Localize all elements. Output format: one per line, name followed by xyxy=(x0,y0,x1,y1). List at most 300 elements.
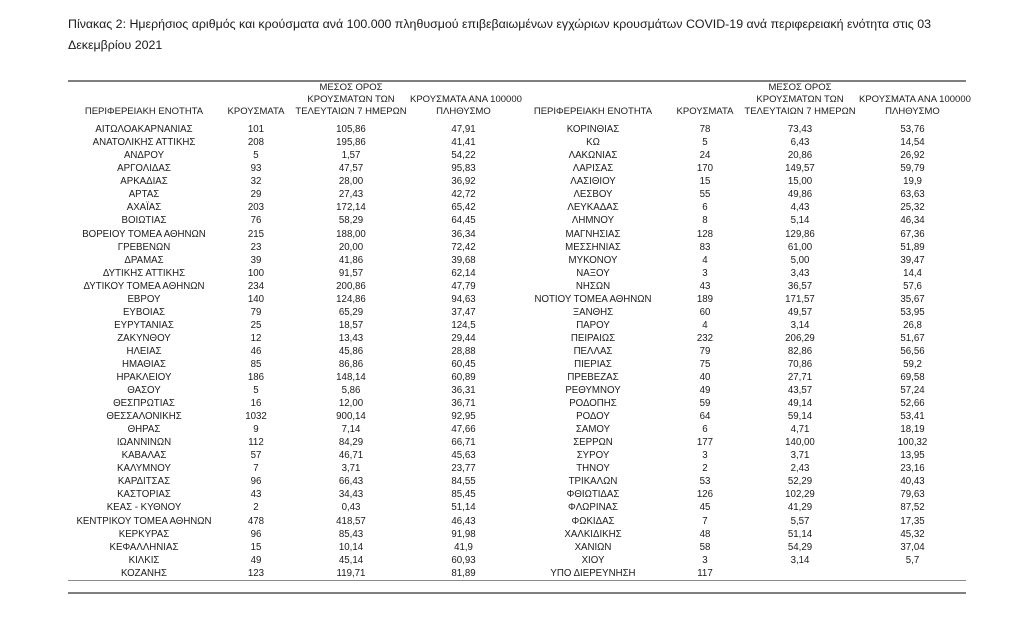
cell-per100k: 72,42 xyxy=(451,241,476,253)
header-region-right: ΠΕΡΙΦΕΡΕΙΑΚΗ ΕΝΟΤΗΤΑ xyxy=(533,105,653,117)
cell-avg7: 66,43 xyxy=(338,476,364,488)
cell-avg7: 149,57 xyxy=(785,163,815,175)
cell-cases: 5 xyxy=(702,137,708,149)
cell-per100k: 94,63 xyxy=(451,293,476,305)
cell-region: ΞΑΝΘΗΣ xyxy=(572,306,614,318)
cell-region: ΚΕΡΚΥΡΑΣ xyxy=(118,528,170,540)
header-avg7-left xyxy=(292,82,410,121)
cell-region: ΥΠΟ ΔΙΕΡΕΥΝΗΣΗ xyxy=(550,567,636,579)
cell-cases: 96 xyxy=(250,528,262,540)
cell-region: ΤΗΝΟΥ xyxy=(576,463,610,475)
cell-avg7: 28,00 xyxy=(338,176,364,188)
cell-region: ΛΕΣΒΟΥ xyxy=(573,189,613,201)
cell-per100k: 53,95 xyxy=(900,306,925,318)
cell-cases: 57 xyxy=(250,450,262,462)
table-row xyxy=(68,528,966,541)
cell-cases: 24 xyxy=(699,150,711,162)
cell-per100k: 60,93 xyxy=(451,554,476,566)
table-row xyxy=(68,397,966,410)
cell-region: ΝΗΣΩΝ xyxy=(575,280,611,292)
cell-region: ΗΜΑΘΙΑΣ xyxy=(121,358,166,370)
cell-per100k: 36,71 xyxy=(451,398,476,410)
cell-region: ΣΕΡΡΩΝ xyxy=(573,437,613,449)
table-row xyxy=(68,162,966,175)
table-row xyxy=(68,332,966,345)
cell-cases: 177 xyxy=(696,437,714,449)
cell-cases: 76 xyxy=(250,215,262,227)
header-avg7-right-line1: ΜΕΣΟΣ ΟΡΟΣ xyxy=(768,81,832,93)
table-row xyxy=(68,371,966,384)
cell-avg7: 51,14 xyxy=(787,528,813,540)
caption-text: Ημερήσιος αριθμός και κρούσματα ανά 100.000 πληθυσμού επιβεβαιωμένων εγχώριων κρουσμάτων COVID-19 ανά περιφερειακή ενότητα στις 03 Δεκεμβρίου 2021 xyxy=(68,17,931,53)
caption-label: Πίνακας 2: xyxy=(68,17,127,31)
cell-region: ΛΕΥΚΑΔΑΣ xyxy=(567,202,619,214)
cell-region: ΑΝΑΤΟΛΙΚΗΣ ΑΤΤΙΚΗΣ xyxy=(92,137,196,149)
cell-region: ΣΑΜΟΥ xyxy=(575,424,611,436)
table-row xyxy=(68,293,966,306)
table-row xyxy=(68,541,966,554)
cell-region: ΚΑΣΤΟΡΙΑΣ xyxy=(117,489,171,501)
cell-cases: 478 xyxy=(247,515,265,527)
table-row xyxy=(68,136,966,149)
cell-avg7: 54,29 xyxy=(787,541,813,553)
table-row xyxy=(68,501,966,514)
cell-avg7: 58,29 xyxy=(338,215,364,227)
header-avg7-right-line3: ΤΕΛΕΥΤΑΙΩΝ 7 ΗΜΕΡΩΝ xyxy=(744,105,856,117)
table-row xyxy=(68,554,966,567)
cell-cases: 48 xyxy=(699,528,711,540)
cell-region: ΜΕΣΣΗΝΙΑΣ xyxy=(565,241,621,253)
cell-per100k: 46,34 xyxy=(900,215,925,227)
header-per100k-left xyxy=(410,82,522,121)
cell-cases: 117 xyxy=(697,567,713,579)
cell-cases: 29 xyxy=(250,189,262,201)
table-row xyxy=(68,462,966,475)
cell-region: ΓΡΕΒΕΝΩΝ xyxy=(117,241,171,253)
cell-avg7: 45,86 xyxy=(338,345,364,357)
cell-per100k: 39,68 xyxy=(451,254,476,266)
cell-cases: 43 xyxy=(250,489,262,501)
cell-cases: 6 xyxy=(702,424,708,436)
cell-region: ΦΘΙΩΤΙΔΑΣ xyxy=(566,489,620,501)
cell-per100k: 41,41 xyxy=(451,137,476,149)
cell-cases: 123 xyxy=(247,567,265,579)
cell-per100k: 26,8 xyxy=(903,319,922,331)
cell-per100k: 85,45 xyxy=(451,489,476,501)
cell-per100k: 67,36 xyxy=(900,228,925,240)
cell-avg7: 3,71 xyxy=(790,450,810,462)
cell-avg7: 172,14 xyxy=(336,202,366,214)
cell-cases: 79 xyxy=(250,306,262,318)
cell-avg7: 52,29 xyxy=(787,476,813,488)
cell-region: ΚΑΒΑΛΑΣ xyxy=(121,450,167,462)
cell-avg7: 129,86 xyxy=(785,228,815,240)
header-cases-right: ΚΡΟΥΣΜΑΤΑ xyxy=(676,105,734,117)
header-per100k-left-line2: ΠΛΗΘΥΣΜΟ xyxy=(436,105,491,117)
cell-cases: 39 xyxy=(250,254,262,266)
cell-avg7: 36,57 xyxy=(787,280,813,292)
cell-cases: 40 xyxy=(699,372,711,384)
cell-cases: 16 xyxy=(250,398,262,410)
cell-cases: 208 xyxy=(247,137,265,149)
table-row xyxy=(68,228,966,241)
cell-avg7: 2,43 xyxy=(790,463,810,475)
cell-per100k: 51,67 xyxy=(900,332,925,344)
cell-per100k: 60,45 xyxy=(451,358,476,370)
table-row xyxy=(68,306,966,319)
table-row xyxy=(68,345,966,358)
cell-avg7: 200,86 xyxy=(336,280,366,292)
cell-per100k: 5,7 xyxy=(905,554,920,566)
cell-per100k: 66,71 xyxy=(451,437,476,449)
cell-cases: 8 xyxy=(702,215,708,227)
cell-per100k: 62,14 xyxy=(451,267,476,279)
cell-avg7: 15,00 xyxy=(787,176,813,188)
cell-cases: 23 xyxy=(250,241,262,253)
cell-cases: 53 xyxy=(699,476,711,488)
cell-region: ΠΕΛΛΑΣ xyxy=(573,345,613,357)
cell-avg7: 5,57 xyxy=(790,515,810,527)
covid-regional-table xyxy=(68,81,971,580)
cell-avg7: 20,00 xyxy=(338,241,364,253)
cell-avg7: 27,71 xyxy=(787,372,813,384)
cell-avg7: 3,43 xyxy=(790,267,810,279)
cell-per100k: 14,4 xyxy=(903,267,922,279)
cell-region: ΒΟΡΕΙΟΥ ΤΟΜΕΑ ΑΘΗΝΩΝ xyxy=(82,228,206,240)
cell-per100k: 91,98 xyxy=(451,528,476,540)
cell-per100k: 57,6 xyxy=(903,280,922,292)
cell-per100k: 47,66 xyxy=(451,424,476,436)
cell-per100k: 53,76 xyxy=(900,124,925,136)
cell-avg7 xyxy=(741,567,859,580)
cell-region: ΠΕΙΡΑΙΩΣ xyxy=(570,332,616,344)
table-body xyxy=(68,121,966,580)
cell-cases: 3 xyxy=(702,554,708,566)
cell-region: ΛΑΣΙΘΙΟΥ xyxy=(570,176,616,188)
cell-avg7: 34,43 xyxy=(338,489,364,501)
cell-region: ΡΟΔΟΠΗΣ xyxy=(569,398,617,410)
cell-region: ΛΑΚΩΝΙΑΣ xyxy=(568,150,618,162)
cell-avg7: 124,86 xyxy=(336,293,366,305)
cell-region: ΠΑΡΟΥ xyxy=(576,319,610,331)
cell-region: ΧΑΝΙΩΝ xyxy=(574,541,612,553)
cell-region: ΚΟΡΙΝΘΙΑΣ xyxy=(566,124,620,136)
cell-avg7: 18,57 xyxy=(338,319,364,331)
cell-avg7: 3,14 xyxy=(790,319,810,331)
cell-per100k: 69,58 xyxy=(900,372,925,384)
cell-region: ΜΥΚΟΝΟΥ xyxy=(568,254,618,266)
cell-cases: 12 xyxy=(250,332,262,344)
cell-region: ΕΒΡΟΥ xyxy=(127,293,161,305)
cell-avg7: 5,00 xyxy=(790,254,810,266)
cell-region: ΡΟΔΟΥ xyxy=(576,411,610,423)
cell-cases: 215 xyxy=(247,228,265,240)
cell-region: ΘΗΡΑΣ xyxy=(127,424,161,436)
cell-region: ΧΑΛΚΙΔΙΚΗΣ xyxy=(564,528,622,540)
cell-cases: 170 xyxy=(696,163,714,175)
cell-per100k: 79,63 xyxy=(900,489,925,501)
header-per100k-left-line1: ΚΡΟΥΣΜΑΤΑ ΑΝΑ 100000 xyxy=(410,93,522,105)
table-row xyxy=(68,188,966,201)
cell-region: ΑΧΑΪΑΣ xyxy=(126,202,162,214)
cell-avg7: 188,00 xyxy=(336,228,366,240)
cell-cases: 3 xyxy=(702,450,708,462)
cell-region: ΕΥΒΟΙΑΣ xyxy=(122,306,166,318)
table-caption xyxy=(68,14,966,57)
cell-cases: 49 xyxy=(699,385,711,397)
table-row xyxy=(68,149,966,162)
cell-region: ΠΙΕΡΙΑΣ xyxy=(574,358,612,370)
cell-region: ΡΕΘΥΜΝΟΥ xyxy=(565,385,621,397)
cell-per100k: 29,44 xyxy=(451,332,476,344)
cell-avg7: 61,00 xyxy=(787,241,813,253)
cell-avg7: 6,43 xyxy=(790,137,810,149)
cell-cases: 49 xyxy=(250,554,262,566)
cell-per100k: 87,52 xyxy=(900,502,925,514)
cell-cases: 5 xyxy=(253,150,259,162)
cell-per100k: 65,42 xyxy=(451,202,476,214)
cell-cases: 100 xyxy=(247,267,265,279)
cell-avg7: 82,86 xyxy=(787,345,813,357)
header-avg7-right-line2: ΚΡΟΥΣΜΑΤΩΝ ΤΩΝ xyxy=(756,93,844,105)
cell-region: ΛΗΜΝΟΥ xyxy=(571,215,615,227)
cell-cases: 140 xyxy=(247,293,265,305)
cell-per100k: 52,66 xyxy=(900,398,925,410)
cell-region: ΑΝΔΡΟΥ xyxy=(123,150,165,162)
cell-avg7: 13,43 xyxy=(338,332,364,344)
cell-avg7: 1,57 xyxy=(341,150,361,162)
cell-avg7: 59,14 xyxy=(787,411,813,423)
cell-cases: 189 xyxy=(696,293,714,305)
cell-cases: 128 xyxy=(696,228,714,240)
cell-per100k: 25,32 xyxy=(900,202,925,214)
cell-cases: 5 xyxy=(253,385,259,397)
cell-per100k: 36,92 xyxy=(451,176,476,188)
cell-region: ΙΩΑΝΝΙΝΩΝ xyxy=(116,437,172,449)
cell-avg7: 84,29 xyxy=(338,437,364,449)
cell-per100k: 40,43 xyxy=(900,476,925,488)
cell-avg7: 206,29 xyxy=(785,332,815,344)
cell-per100k: 95,83 xyxy=(451,163,476,175)
table-row xyxy=(68,488,966,501)
cell-per100k: 26,92 xyxy=(900,150,925,162)
cell-region: ΚΙΛΚΙΣ xyxy=(128,554,160,566)
cell-region: ΔΥΤΙΚΟΥ ΤΟΜΕΑ ΑΘΗΝΩΝ xyxy=(83,280,205,292)
cell-avg7: 3,71 xyxy=(341,463,361,475)
table-row xyxy=(68,567,966,580)
table-row xyxy=(68,358,966,371)
cell-cases: 203 xyxy=(247,202,265,214)
cell-per100k: 81,89 xyxy=(451,567,476,579)
cell-region: ΛΑΡΙΣΑΣ xyxy=(572,163,614,175)
cell-cases: 58 xyxy=(699,541,711,553)
cell-cases: 45 xyxy=(699,502,711,514)
cell-per100k xyxy=(859,567,966,580)
cell-avg7: 148,14 xyxy=(336,372,366,384)
cell-avg7: 7,14 xyxy=(341,424,361,436)
cell-avg7: 43,57 xyxy=(787,385,813,397)
cell-avg7: 102,29 xyxy=(785,489,815,501)
cell-avg7: 5,14 xyxy=(790,215,810,227)
cell-cases: 7 xyxy=(253,463,259,475)
cell-avg7: 12,00 xyxy=(338,398,364,410)
cell-cases: 43 xyxy=(699,280,711,292)
cell-per100k: 59,2 xyxy=(903,358,922,370)
cell-cases: 96 xyxy=(250,476,262,488)
cell-cases: 15 xyxy=(699,176,711,188)
cell-per100k: 45,63 xyxy=(451,450,476,462)
cell-region: ΔΡΑΜΑΣ xyxy=(124,254,164,266)
cell-cases: 15 xyxy=(250,541,262,553)
cell-cases: 4 xyxy=(702,254,708,266)
cell-per100k: 56,56 xyxy=(900,345,925,357)
cell-avg7: 3,14 xyxy=(790,554,810,566)
cell-per100k: 41,9 xyxy=(454,541,473,553)
cell-avg7: 41,29 xyxy=(787,502,813,514)
cell-avg7: 418,57 xyxy=(336,515,366,527)
cell-region: ΗΡΑΚΛΕΙΟΥ xyxy=(116,372,172,384)
header-per100k-right-line1: ΚΡΟΥΣΜΑΤΑ ΑΝΑ 100000 xyxy=(859,93,971,105)
cell-per100k: 14,54 xyxy=(900,137,925,149)
cell-per100k: 100,32 xyxy=(897,437,928,449)
cell-region: ΚΑΡΔΙΤΣΑΣ xyxy=(117,476,171,488)
cell-per100k: 17,35 xyxy=(900,515,925,527)
cell-region: ΚΕΦΑΛΛΗΝΙΑΣ xyxy=(109,541,179,553)
cell-cases: 2 xyxy=(253,502,259,514)
table-row xyxy=(68,267,966,280)
cell-avg7: 4,71 xyxy=(790,424,810,436)
cell-cases: 79 xyxy=(699,345,711,357)
header-per100k-right-line2: ΠΛΗΘΥΣΜΟ xyxy=(885,105,940,117)
cell-avg7: 49,86 xyxy=(787,189,813,201)
cell-cases: 4 xyxy=(702,319,708,331)
cell-per100k: 59,79 xyxy=(900,163,925,175)
cell-per100k: 60,89 xyxy=(451,372,476,384)
cell-avg7: 171,57 xyxy=(785,293,815,305)
cell-region: ΚΟΖΑΝΗΣ xyxy=(120,567,168,579)
cell-cases: 126 xyxy=(696,489,714,501)
cell-region: ΦΛΩΡΙΝΑΣ xyxy=(567,502,619,514)
cell-region: ΚΑΛΥΜΝΟΥ xyxy=(117,463,171,475)
cell-per100k: 37,04 xyxy=(900,541,925,553)
table-row xyxy=(68,254,966,267)
cell-per100k: 47,79 xyxy=(451,280,476,292)
cell-cases: 83 xyxy=(699,241,711,253)
cell-per100k: 13,95 xyxy=(900,450,925,462)
header-avg7-left-line3: ΤΕΛΕΥΤΑΙΩΝ 7 ΗΜΕΡΩΝ xyxy=(295,105,407,117)
cell-avg7: 91,57 xyxy=(338,267,364,279)
cell-avg7: 119,71 xyxy=(336,567,366,579)
cell-cases: 46 xyxy=(250,345,262,357)
cell-avg7: 45,14 xyxy=(338,554,364,566)
cell-region: ΘΕΣΣΑΛΟΝΙΚΗΣ xyxy=(106,411,182,423)
cell-region: ΠΡΕΒΕΖΑΣ xyxy=(567,372,619,384)
table-row xyxy=(68,241,966,254)
table-row xyxy=(68,436,966,449)
cell-avg7: 41,86 xyxy=(338,254,364,266)
cell-region: ΔΥΤΙΚΗΣ ΑΤΤΙΚΗΣ xyxy=(102,267,186,279)
cell-region: ΑΡΚΑΔΙΑΣ xyxy=(120,176,168,188)
cell-region: ΘΑΣΟΥ xyxy=(127,385,161,397)
cell-cases: 1032 xyxy=(245,411,267,423)
cell-region: ΖΑΚΥΝΘΟΥ xyxy=(117,332,171,344)
header-cases-left: ΚΡΟΥΣΜΑΤΑ xyxy=(227,105,285,117)
cell-per100k: 64,45 xyxy=(451,215,476,227)
cell-avg7: 70,86 xyxy=(787,358,813,370)
cell-per100k: 42,72 xyxy=(451,189,476,201)
cell-region: ΝΑΞΟΥ xyxy=(576,267,610,279)
cell-avg7: 85,43 xyxy=(338,528,364,540)
cell-per100k: 124,5 xyxy=(451,319,476,331)
table-row xyxy=(68,201,966,214)
cell-per100k: 51,89 xyxy=(900,241,925,253)
cell-avg7: 20,86 xyxy=(787,150,813,162)
cell-per100k: 54,22 xyxy=(451,150,476,162)
cell-region: ΤΡΙΚΑΛΩΝ xyxy=(568,476,618,488)
cell-region: ΚΕΑΣ - ΚΥΘΝΟΥ xyxy=(106,502,182,514)
table-bottom-rule-outer xyxy=(68,592,966,594)
table-row xyxy=(68,214,966,227)
cell-per100k: 36,34 xyxy=(451,228,476,240)
cell-cases: 85 xyxy=(250,358,262,370)
cell-avg7: 65,29 xyxy=(338,306,364,318)
table-row xyxy=(68,423,966,436)
header-region-left: ΠΕΡΙΦΕΡΕΙΑΚΗ ΕΝΟΤΗΤΑ xyxy=(84,105,204,117)
cell-cases: 25 xyxy=(250,319,262,331)
cell-per100k: 53,41 xyxy=(900,411,925,423)
cell-cases: 3 xyxy=(702,267,708,279)
table-row xyxy=(68,175,966,188)
cell-per100k: 37,47 xyxy=(451,306,476,318)
cell-avg7: 195,86 xyxy=(336,137,366,149)
header-avg7-right xyxy=(741,82,859,121)
cell-cases: 234 xyxy=(247,280,265,292)
table-row xyxy=(68,475,966,488)
cell-avg7: 105,86 xyxy=(336,124,366,136)
table-row xyxy=(68,449,966,462)
cell-cases: 78 xyxy=(699,124,711,136)
header-avg7-left-line2: ΚΡΟΥΣΜΑΤΩΝ ΤΩΝ xyxy=(307,93,395,105)
cell-cases: 93 xyxy=(250,163,262,175)
cell-per100k: 45,32 xyxy=(900,528,925,540)
cell-per100k: 23,16 xyxy=(900,463,925,475)
cell-region: ΜΑΓΝΗΣΙΑΣ xyxy=(565,228,621,240)
cell-cases: 112 xyxy=(248,437,264,449)
cell-cases: 2 xyxy=(702,463,708,475)
cell-avg7: 140,00 xyxy=(785,437,815,449)
cell-cases: 59 xyxy=(699,398,711,410)
cell-region: ΚΕΝΤΡΙΚΟΥ ΤΟΜΕΑ ΑΘΗΝΩΝ xyxy=(76,515,212,527)
cell-avg7: 0,43 xyxy=(341,502,361,514)
table-row xyxy=(68,410,966,423)
cell-per100k: 18,19 xyxy=(900,424,925,436)
cell-cases: 32 xyxy=(250,176,262,188)
cell-per100k: 46,43 xyxy=(451,515,476,527)
cell-per100k: 36,31 xyxy=(451,385,476,397)
cell-cases: 7 xyxy=(702,515,708,527)
cell-avg7: 73,43 xyxy=(787,124,813,136)
cell-region: ΝΟΤΙΟΥ ΤΟΜΕΑ ΑΘΗΝΩΝ xyxy=(534,293,652,305)
cell-cases: 64 xyxy=(699,411,711,423)
table-header-row xyxy=(68,82,966,121)
cell-per100k: 39,47 xyxy=(900,254,925,266)
cell-avg7: 86,86 xyxy=(338,358,364,370)
cell-per100k: 28,88 xyxy=(451,345,476,357)
cell-per100k: 51,14 xyxy=(451,502,476,514)
cell-region: ΧΙΟΥ xyxy=(581,554,605,566)
cell-per100k: 84,55 xyxy=(451,476,476,488)
cell-cases: 232 xyxy=(696,332,714,344)
